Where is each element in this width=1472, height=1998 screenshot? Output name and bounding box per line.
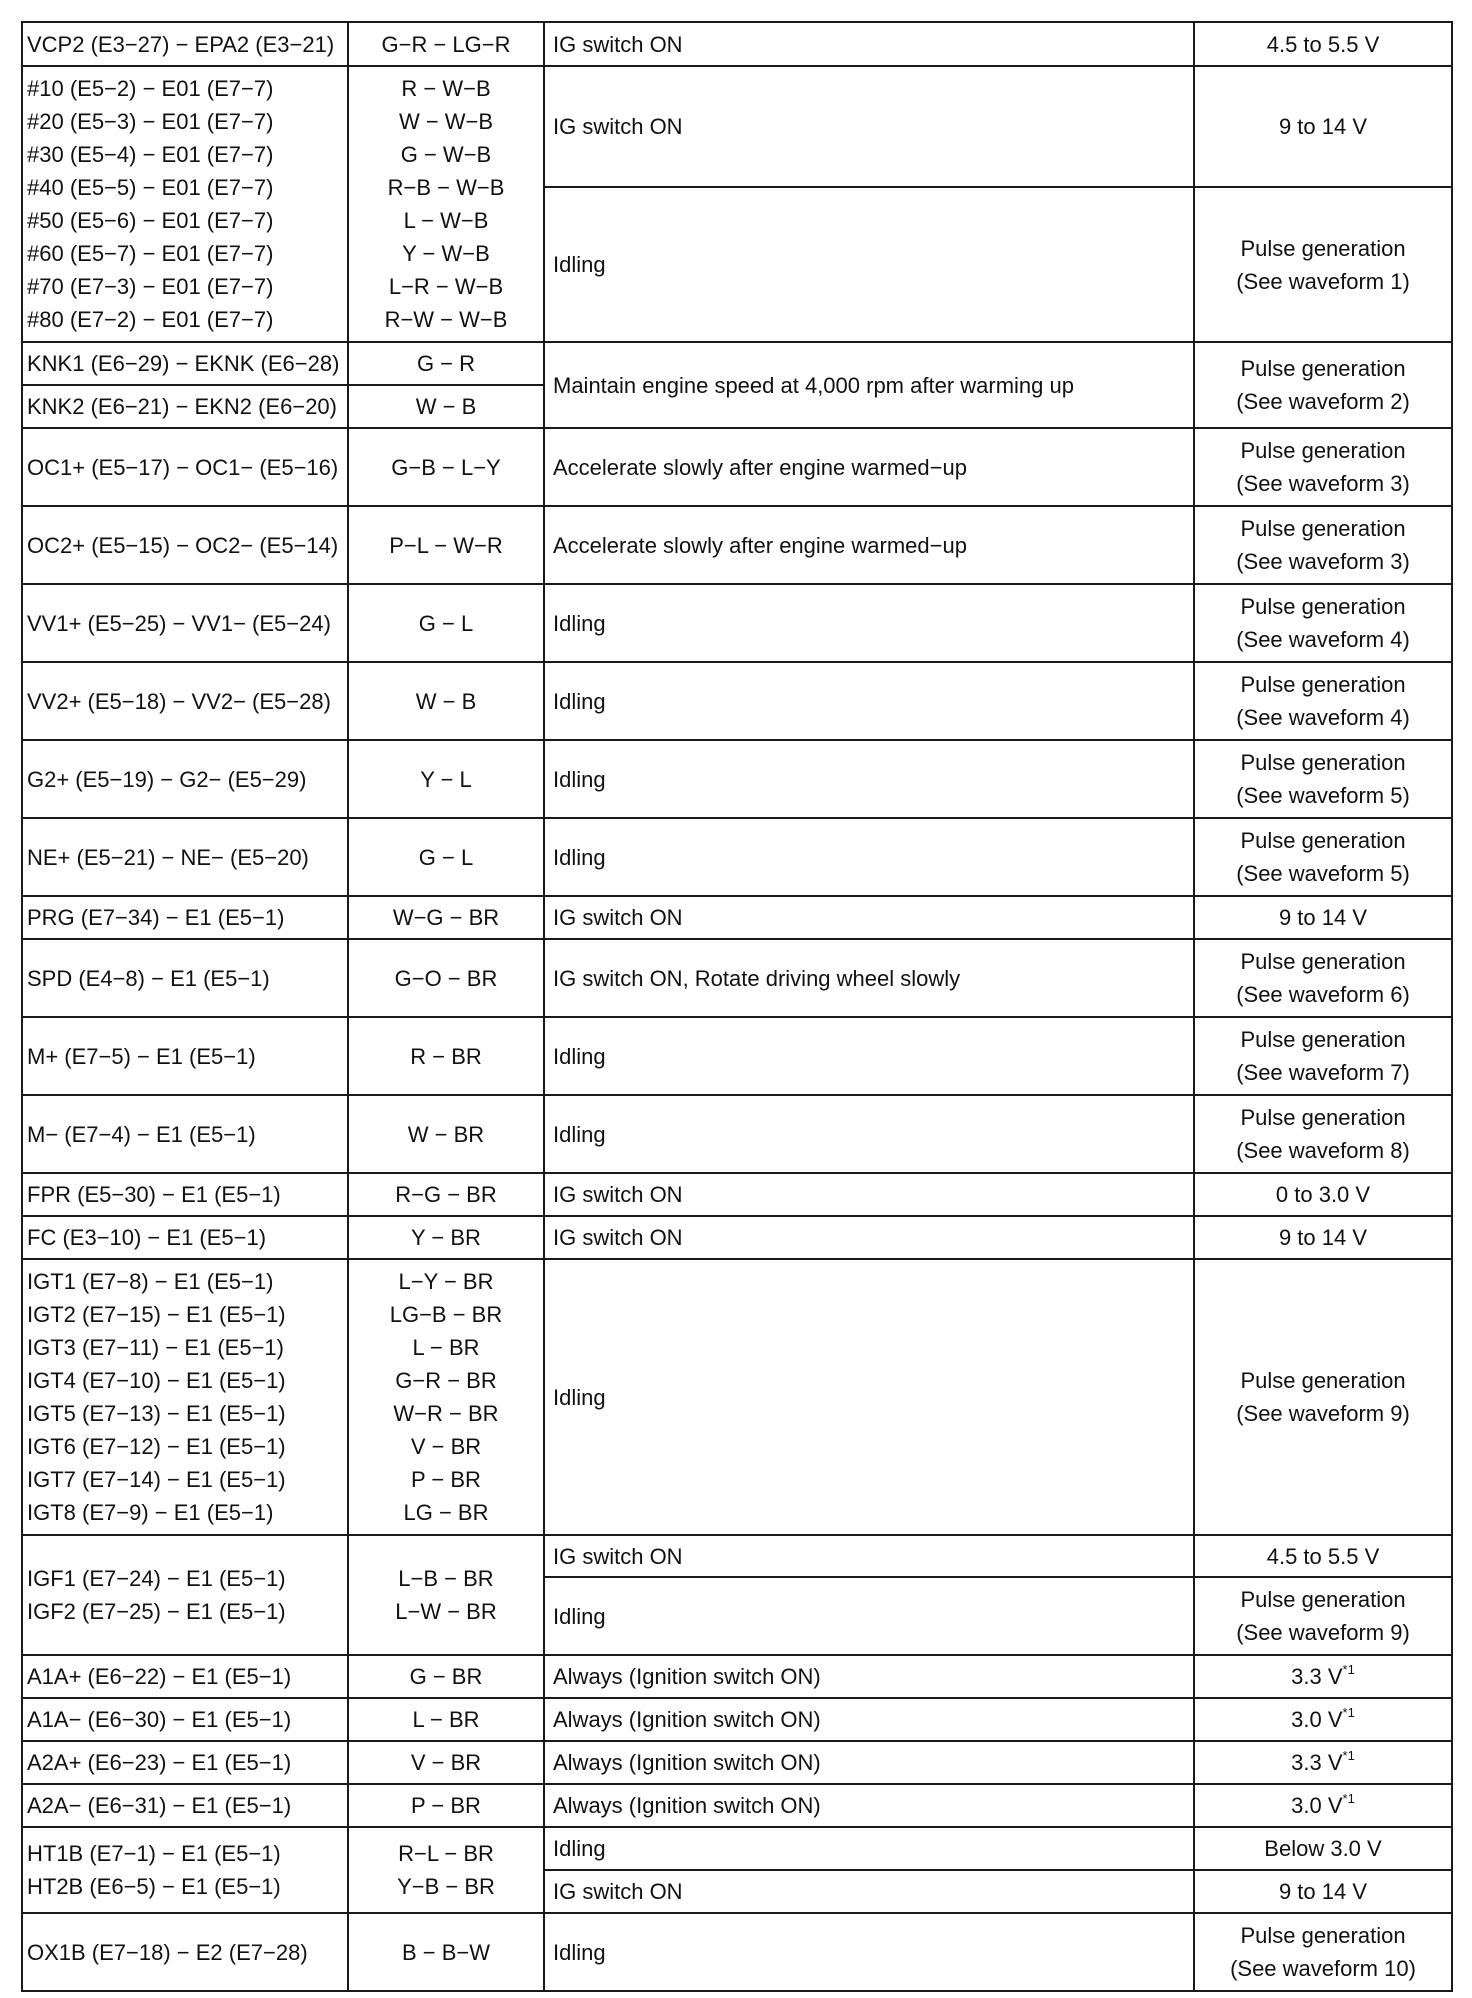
condition-text: Always (Ignition switch ON) xyxy=(553,1793,821,1818)
condition-cell xyxy=(544,1870,1194,1913)
wiring-cell xyxy=(348,1017,544,1095)
wiring-cell xyxy=(348,1698,544,1741)
terminal-name: OC1+ (E5−17) − OC1− (E5−16) xyxy=(27,454,339,480)
table-row xyxy=(22,1216,1452,1259)
terminal-cell xyxy=(22,1913,348,1991)
terminal-name: IGT3 (E7−11) − E1 (E5−1) xyxy=(27,1335,284,1360)
spec-cell xyxy=(1194,1259,1452,1535)
spec-value: (See waveform 6) xyxy=(1236,982,1410,1007)
spec-value: Pulse generation xyxy=(1240,594,1406,619)
terminal-name: IGT1 (E7−8) − E1 (E5−1) xyxy=(27,1269,274,1294)
wiring-cell xyxy=(348,342,544,385)
wiring-cell xyxy=(348,22,544,66)
spec-value: Pulse generation xyxy=(1240,828,1406,853)
spec-value: Pulse generation xyxy=(1240,1368,1406,1393)
spec-cell xyxy=(1194,1741,1452,1784)
spec-value: Pulse generation xyxy=(1240,949,1406,974)
spec-cell xyxy=(1194,1017,1452,1095)
wiring-color: V − BR xyxy=(410,1434,482,1459)
wiring-color: L−B − BR xyxy=(398,1566,494,1591)
spec-footnote: *1 xyxy=(1342,1790,1355,1806)
condition-cell xyxy=(544,1913,1194,1991)
condition-cell xyxy=(544,1216,1194,1259)
spec-value: Pulse generation xyxy=(1240,1027,1406,1052)
spec-cell xyxy=(1194,1913,1452,1991)
condition-text: Always (Ignition switch ON) xyxy=(553,1664,821,1689)
spec-value: (See waveform 5) xyxy=(1236,861,1410,886)
condition-text: Idling xyxy=(553,766,606,792)
condition-cell xyxy=(544,22,1194,66)
wiring-color: G − L xyxy=(418,610,474,636)
terminal-name: HT2B (E6−5) − E1 (E5−1) xyxy=(27,1874,281,1899)
spec-cell xyxy=(1194,22,1452,66)
spec-value: 3.0 $V^{*1}$ xyxy=(1291,1790,1355,1818)
table-row xyxy=(22,342,1452,385)
spec-value: (See waveform 1) xyxy=(1236,268,1410,294)
spec-footnote: *1 xyxy=(1342,1661,1355,1677)
condition-cell xyxy=(544,584,1194,662)
terminal-cell xyxy=(22,939,348,1017)
spec-cell xyxy=(1194,818,1452,896)
wiring-cell xyxy=(348,385,544,428)
spec-value: Pulse generation xyxy=(1240,1587,1406,1612)
spec-cell xyxy=(1194,506,1452,584)
condition-text: IG switch ON xyxy=(553,1225,683,1250)
spec-cell xyxy=(1194,342,1452,428)
condition-cell xyxy=(544,1577,1194,1655)
condition-text: IG switch ON xyxy=(553,905,683,930)
condition-text: Maintain engine speed at 4,000 rpm after warming up xyxy=(553,372,1074,398)
terminal-name: VV2+ (E5−18) − VV2− (E5−28) xyxy=(27,688,331,714)
spec-cell xyxy=(1194,1216,1452,1259)
terminal-name: HT1B (E7−1) − E1 (E5−1) xyxy=(27,1841,281,1866)
condition-text: IG switch ON xyxy=(553,1879,683,1904)
condition-text: Idling xyxy=(553,688,606,714)
condition-text: Idling xyxy=(553,1603,606,1629)
table-row xyxy=(22,1741,1452,1784)
spec-value: 9 to 14 V xyxy=(1278,114,1368,139)
condition-cell xyxy=(544,506,1194,584)
wiring-color: Y − BR xyxy=(411,1225,481,1250)
terminal-name: OC2+ (E5−15) − OC2− (E5−14) xyxy=(27,532,339,558)
wiring-color: P−L − W−R xyxy=(389,532,503,558)
spec-footnote: *1 xyxy=(1342,1747,1355,1763)
terminal-name: VCP2 (E3−27) − EPA2 (E3−21) xyxy=(27,31,335,57)
wiring-color: L−W − BR xyxy=(395,1599,497,1624)
terminal-name: A1A− (E6−30) − E1 (E5−1) xyxy=(27,1707,292,1732)
spec-cell xyxy=(1194,1577,1452,1655)
terminal-name: IGF1 (E7−24) − E1 (E5−1) xyxy=(27,1566,286,1591)
wiring-color: R−G − BR xyxy=(395,1182,497,1207)
table-row xyxy=(22,584,1452,662)
spec-value: Pulse generation xyxy=(1240,750,1406,775)
terminal-cell xyxy=(22,1655,348,1698)
wiring-color: W − BR xyxy=(407,1121,485,1147)
terminal-name: G2+ (E5−19) − G2− (E5−29) xyxy=(27,766,307,792)
condition-cell xyxy=(544,428,1194,506)
wiring-cell xyxy=(348,662,544,740)
wiring-color: LG − BR xyxy=(403,1500,489,1525)
spec-cell xyxy=(1194,1095,1452,1173)
terminal-name: M− (E7−4) − E1 (E5−1) xyxy=(27,1121,256,1147)
terminal-name: #10 (E5−2) − E01 (E7−7) xyxy=(27,76,274,101)
terminal-name: #70 (E7−3) − E01 (E7−7) xyxy=(27,274,274,299)
wiring-color: L − W−B xyxy=(403,208,489,233)
terminal-name: PRG (E7−34) − E1 (E5−1) xyxy=(27,905,285,930)
spec-value: Pulse generation xyxy=(1240,1105,1406,1130)
terminal-cell xyxy=(22,1216,348,1259)
table-row xyxy=(22,1698,1452,1741)
terminal-cell xyxy=(22,584,348,662)
table-row xyxy=(22,1784,1452,1827)
terminal-name: IGT7 (E7−14) − E1 (E5−1) xyxy=(27,1467,286,1492)
spec-value: Pulse generation xyxy=(1240,672,1406,697)
wiring-cell xyxy=(348,1741,544,1784)
spec-value: (See waveform 3) xyxy=(1236,471,1410,496)
wiring-color: R−W − W−B xyxy=(384,307,508,332)
terminal-name: IGT4 (E7−10) − E1 (E5−1) xyxy=(27,1368,286,1393)
wiring-color: G − BR xyxy=(409,1664,483,1689)
condition-text: Idling xyxy=(553,1384,606,1410)
terminal-cell xyxy=(22,1017,348,1095)
spec-value: Pulse generation xyxy=(1240,516,1406,541)
table-row xyxy=(22,66,1452,187)
condition-cell xyxy=(544,342,1194,428)
table-row xyxy=(22,1173,1452,1216)
wiring-color: W − B xyxy=(415,394,477,419)
table-row xyxy=(22,506,1452,584)
spec-value: (See waveform 4) xyxy=(1236,705,1410,730)
wiring-cell xyxy=(348,818,544,896)
terminal-name: IGT2 (E7−15) − E1 (E5−1) xyxy=(27,1302,286,1327)
terminal-spec-table xyxy=(21,21,1453,1992)
table-row xyxy=(22,662,1452,740)
terminal-name: #50 (E5−6) − E01 (E7−7) xyxy=(27,208,274,233)
condition-text: Always (Ignition switch ON) xyxy=(553,1707,821,1732)
table-row xyxy=(22,1913,1452,1991)
table-row xyxy=(22,896,1452,939)
terminal-cell xyxy=(22,1173,348,1216)
terminal-name: #60 (E5−7) − E01 (E7−7) xyxy=(27,241,274,266)
table-row xyxy=(22,1655,1452,1698)
condition-text: Accelerate slowly after engine warmed−up xyxy=(553,454,967,480)
terminal-cell xyxy=(22,1827,348,1913)
table-row xyxy=(22,939,1452,1017)
condition-cell xyxy=(544,1017,1194,1095)
spec-value: 9 to 14 V xyxy=(1278,1879,1368,1904)
table-row xyxy=(22,1259,1452,1535)
spec-cell xyxy=(1194,1655,1452,1698)
wiring-color: R−L − BR xyxy=(398,1841,494,1866)
condition-text: IG switch ON, Rotate driving wheel slowly xyxy=(553,965,961,991)
terminal-cell xyxy=(22,662,348,740)
terminal-name: IGT6 (E7−12) − E1 (E5−1) xyxy=(27,1434,286,1459)
wiring-color: Y − W−B xyxy=(402,241,490,266)
spec-cell xyxy=(1194,1535,1452,1577)
wiring-cell xyxy=(348,939,544,1017)
condition-cell xyxy=(544,1535,1194,1577)
condition-cell xyxy=(544,939,1194,1017)
wiring-cell xyxy=(348,1095,544,1173)
spec-value: Pulse generation xyxy=(1240,356,1406,381)
wiring-cell xyxy=(348,896,544,939)
wiring-color: G − L xyxy=(418,844,474,870)
spec-cell xyxy=(1194,428,1452,506)
condition-text: IG switch ON xyxy=(553,1543,683,1569)
terminal-cell xyxy=(22,1259,348,1535)
spec-value: Pulse generation xyxy=(1240,1923,1406,1948)
wiring-color: G − R xyxy=(416,351,476,376)
table-row xyxy=(22,740,1452,818)
condition-cell xyxy=(544,1741,1194,1784)
wiring-cell xyxy=(348,740,544,818)
condition-cell xyxy=(544,187,1194,342)
wiring-color: P − BR xyxy=(411,1467,481,1492)
condition-cell xyxy=(544,1173,1194,1216)
wiring-color: Y−B − BR xyxy=(397,1874,495,1899)
terminal-name: #20 (E5−3) − E01 (E7−7) xyxy=(27,109,274,134)
spec-cell xyxy=(1194,1827,1452,1870)
wiring-cell xyxy=(348,66,544,342)
terminal-cell xyxy=(22,740,348,818)
terminal-cell xyxy=(22,818,348,896)
spec-value: 0 to 3.0 V xyxy=(1275,1182,1371,1207)
condition-text: Idling xyxy=(553,844,606,870)
condition-cell xyxy=(544,1095,1194,1173)
spec-value: 9 to 14 V xyxy=(1278,1225,1368,1250)
wiring-cell xyxy=(348,1259,544,1535)
spec-value: 3.0 $V^{*1}$ xyxy=(1291,1704,1355,1732)
wiring-color: LG−B − BR xyxy=(389,1302,503,1327)
condition-text: IG switch ON xyxy=(553,31,683,57)
condition-cell xyxy=(544,1259,1194,1535)
spec-value: (See waveform 7) xyxy=(1236,1060,1410,1085)
table-row xyxy=(22,1535,1452,1577)
wiring-color: P − BR xyxy=(411,1793,481,1818)
terminal-cell xyxy=(22,66,348,342)
terminal-name: OX1B (E7−18) − E2 (E7−28) xyxy=(27,1939,308,1965)
condition-text: Idling xyxy=(553,610,606,636)
terminal-cell xyxy=(22,1095,348,1173)
condition-cell xyxy=(544,66,1194,187)
wiring-color: L−R − W−B xyxy=(388,274,504,299)
spec-value: 4.5 to 5.5 V xyxy=(1266,31,1380,57)
spec-cell xyxy=(1194,1173,1452,1216)
terminal-name: KNK2 (E6−21) − EKN2 (E6−20) xyxy=(27,394,337,419)
wiring-cell xyxy=(348,1216,544,1259)
spec-cell xyxy=(1194,66,1452,187)
table-row xyxy=(22,818,1452,896)
spec-footnote: *1 xyxy=(1342,1704,1355,1720)
terminal-cell xyxy=(22,385,348,428)
spec-value: Pulse generation xyxy=(1240,235,1406,261)
spec-value: 4.5 to 5.5 V xyxy=(1266,1543,1380,1569)
condition-text: Idling xyxy=(553,1939,606,1965)
wiring-color: L − BR xyxy=(412,1707,480,1732)
spec-cell xyxy=(1194,896,1452,939)
condition-cell xyxy=(544,1784,1194,1827)
terminal-name: A1A+ (E6−22) − E1 (E5−1) xyxy=(27,1664,292,1689)
terminal-name: SPD (E4−8) − E1 (E5−1) xyxy=(27,965,270,991)
terminal-name: A2A− (E6−31) − E1 (E5−1) xyxy=(27,1793,292,1818)
terminal-cell xyxy=(22,1741,348,1784)
spec-cell xyxy=(1194,1784,1452,1827)
spec-cell xyxy=(1194,187,1452,342)
spec-cell xyxy=(1194,1870,1452,1913)
condition-cell xyxy=(544,740,1194,818)
table-row xyxy=(22,1827,1452,1870)
terminal-name: #80 (E7−2) − E01 (E7−7) xyxy=(27,307,274,332)
condition-text: Idling xyxy=(553,1121,606,1147)
terminal-cell xyxy=(22,896,348,939)
wiring-color: Y − L xyxy=(420,766,472,792)
terminal-cell xyxy=(22,1698,348,1741)
terminal-name: IGT8 (E7−9) − E1 (E5−1) xyxy=(27,1500,274,1525)
spec-cell xyxy=(1194,662,1452,740)
condition-text: IG switch ON xyxy=(553,1182,683,1207)
spec-value: Pulse generation xyxy=(1240,438,1406,463)
spec-cell xyxy=(1194,1698,1452,1741)
spec-value: (See waveform 5) xyxy=(1236,783,1410,808)
wiring-cell xyxy=(348,1913,544,1991)
wiring-color: V − BR xyxy=(410,1750,482,1775)
terminal-name: IGT5 (E7−13) − E1 (E5−1) xyxy=(27,1401,286,1426)
table-row xyxy=(22,1017,1452,1095)
condition-text: Accelerate slowly after engine warmed−up xyxy=(553,532,967,558)
spec-value: (See waveform 4) xyxy=(1236,627,1410,652)
terminal-name: #40 (E5−5) − E01 (E7−7) xyxy=(27,175,274,200)
wiring-color: R − BR xyxy=(410,1043,482,1069)
spec-value: 3.3 $V^{*1}$ xyxy=(1291,1661,1355,1689)
wiring-cell xyxy=(348,584,544,662)
terminal-name: FPR (E5−30) − E1 (E5−1) xyxy=(27,1182,281,1207)
table-row xyxy=(22,22,1452,66)
terminal-cell xyxy=(22,1784,348,1827)
condition-cell xyxy=(544,896,1194,939)
condition-cell xyxy=(544,1655,1194,1698)
spec-value: (See waveform 3) xyxy=(1236,549,1410,574)
spec-value: (See waveform 2) xyxy=(1236,389,1410,414)
spec-value: Below 3.0 V xyxy=(1264,1836,1382,1861)
terminal-cell xyxy=(22,22,348,66)
spec-cell xyxy=(1194,939,1452,1017)
wiring-cell xyxy=(348,1827,544,1913)
spec-value: 3.3 $V^{*1}$ xyxy=(1291,1747,1355,1775)
condition-cell xyxy=(544,1698,1194,1741)
terminal-cell xyxy=(22,506,348,584)
terminal-name: KNK1 (E6−29) − EKNK (E6−28) xyxy=(27,351,340,376)
condition-text: Always (Ignition switch ON) xyxy=(553,1750,821,1775)
condition-cell xyxy=(544,662,1194,740)
condition-cell xyxy=(544,818,1194,896)
wiring-color: G−O − BR xyxy=(394,965,498,991)
wiring-color: W − W−B xyxy=(398,109,494,134)
terminal-name: M+ (E7−5) − E1 (E5−1) xyxy=(27,1043,256,1069)
terminal-cell xyxy=(22,428,348,506)
condition-text: IG switch ON xyxy=(553,114,683,139)
wiring-color: W − B xyxy=(415,688,477,714)
wiring-color: R−B − W−B xyxy=(387,175,505,200)
spec-cell xyxy=(1194,740,1452,818)
terminal-name: #30 (E5−4) − E01 (E7−7) xyxy=(27,142,274,167)
terminal-cell xyxy=(22,1535,348,1655)
spec-cell xyxy=(1194,584,1452,662)
condition-text: Idling xyxy=(553,1836,606,1861)
terminal-cell xyxy=(22,342,348,385)
wiring-color: B − B−W xyxy=(401,1939,491,1965)
wiring-cell xyxy=(348,1535,544,1655)
terminal-name: NE+ (E5−21) − NE− (E5−20) xyxy=(27,844,309,870)
condition-cell xyxy=(544,1827,1194,1870)
terminal-name: FC (E3−10) − E1 (E5−1) xyxy=(27,1225,267,1250)
wiring-cell xyxy=(348,1173,544,1216)
wiring-color: G − W−B xyxy=(400,142,492,167)
wiring-color: G−R − BR xyxy=(395,1368,497,1393)
terminal-name: IGF2 (E7−25) − E1 (E5−1) xyxy=(27,1599,286,1624)
table-row xyxy=(22,428,1452,506)
wiring-color: G−B − L−Y xyxy=(391,454,501,480)
wiring-color: R − W−B xyxy=(401,76,491,101)
wiring-color: L − BR xyxy=(412,1335,480,1360)
wiring-color: W−G − BR xyxy=(392,905,500,930)
wiring-cell xyxy=(348,506,544,584)
condition-text: Idling xyxy=(553,252,606,277)
spec-value: (See waveform 8) xyxy=(1236,1138,1410,1163)
spec-value: (See waveform 9) xyxy=(1236,1401,1410,1426)
terminal-name: VV1+ (E5−25) − VV1− (E5−24) xyxy=(27,610,331,636)
wiring-cell xyxy=(348,428,544,506)
spec-value: (See waveform 10) xyxy=(1230,1956,1416,1981)
terminal-name: A2A+ (E6−23) − E1 (E5−1) xyxy=(27,1750,292,1775)
wiring-color: G−R − LG−R xyxy=(381,31,511,57)
condition-text: Idling xyxy=(553,1043,606,1069)
spec-value: (See waveform 9) xyxy=(1236,1620,1410,1645)
wiring-cell xyxy=(348,1655,544,1698)
table-row xyxy=(22,1095,1452,1173)
wiring-color: L−Y − BR xyxy=(398,1269,494,1294)
wiring-cell xyxy=(348,1784,544,1827)
spec-value: 9 to 14 V xyxy=(1278,905,1368,930)
wiring-color: W−R − BR xyxy=(393,1401,499,1426)
